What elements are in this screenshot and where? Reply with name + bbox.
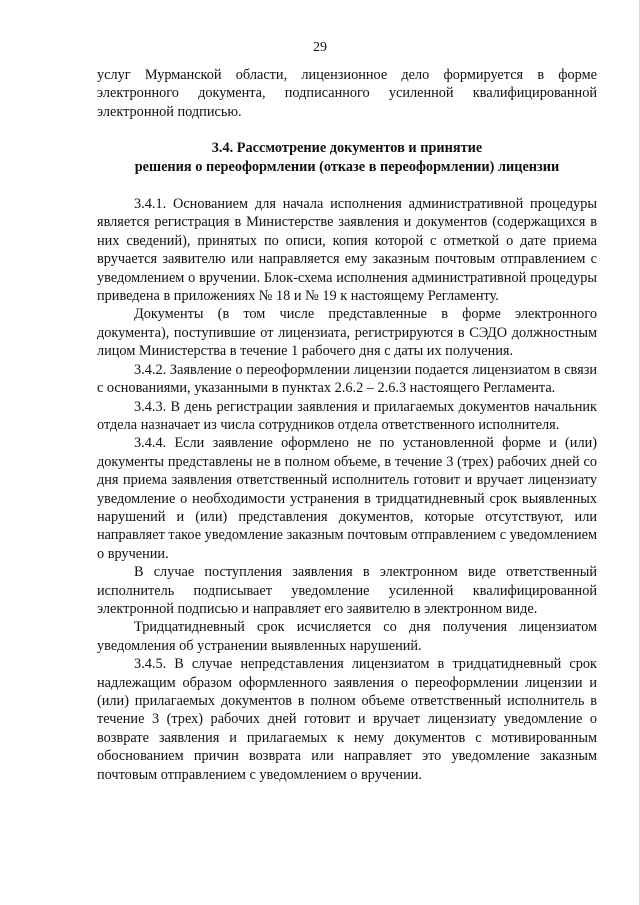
document-body [97, 66, 597, 784]
paragraph-documents-registration: Документы (в том числе представленные в форме электронного документа), поступившие от лицензиата, регистрируются в СЭДО должностным лицом Министерства в течение 1 рабочего дня с даты их получения. [97, 306, 597, 360]
paragraph-3-4-3: 3.4.3. В день регистрации заявления и прилагаемых документов начальник отдела назначает из числа сотрудников отдела ответственного исполнителя. [97, 398, 597, 433]
page-number: 29 [313, 40, 327, 55]
paragraph-electronic-notice: В случае поступления заявления в электронном виде ответственный исполнитель подписывает уведомление усиленной квалифицированной электронной подписью и направляет его заявителю в электронном виде. [97, 564, 597, 617]
intro-paragraph: услуг Мурманской области, лицензионное дело формируется в форме электронного документа, подписанного усиленной квалифицированной электронной подписью. [97, 67, 597, 120]
paragraph-3-4-2: 3.4.2. Заявление о переоформлении лицензии подается лицензиатом в связи с основаниями, указанными в пунктах 2.6.2 – 2.6.3 настоящего Регламента. [97, 361, 597, 397]
section-heading-line-1: 3.4. Рассмотрение документов и принятие [211, 140, 483, 157]
paragraph-3-4-4: 3.4.4. Если заявление оформлено не по установленной форме и (или) документы представлены не в полном объеме, в течение 3 (трех) рабочих дней со дня приема заявления ответственный исполнитель готовит и вручает лицензиату уведомление о необходимости устранения в тридцатидневный срок выявленных нарушений и (или) представления документов, которые отсутствуют, или направляет такое уведомление заказным почтовым отправлением с уведомлением о вручении. [97, 435, 597, 562]
paragraph-3-4-5: 3.4.5. В случае непредставления лицензиатом в тридцатидневный срок надлежащим образом оформленного заявления о переоформлении лицензии и (или) прилагаемых документов в полном объеме ответственный исполнитель в течение 3 (трех) рабочих дней готовит и вручает лицензиату уведомление о возврате заявления и прилагаемых к нему документов с мотивированным обоснованием причин возврата или направляет это уведомление заказным почтовым отправлением с уведомлением о вручении. [97, 656, 597, 783]
paragraph-3-4-1: 3.4.1. Основанием для начала исполнения административной процедуры является регистрация в Министерстве заявления и документов (содержащихся в них сведений), принятых по описи, копия которой с отметкой о дате приема вручается заявителю или направляется ему заказным почтовым отправлением с уведомлением о вручении. Блок-схема исполнения административной процедуры приведена в приложениях № 18 и № 19 к настоящему Регламенту. [97, 196, 597, 305]
paragraph-thirty-day-term: Тридцатидневный срок исчисляется со дня получения лицензиатом уведомления об устранении выявленных нарушений. [97, 619, 597, 654]
section-heading [97, 139, 597, 176]
section-heading-line-2: решения о переоформлении (отказе в переоформлении) лицензии [134, 158, 560, 175]
